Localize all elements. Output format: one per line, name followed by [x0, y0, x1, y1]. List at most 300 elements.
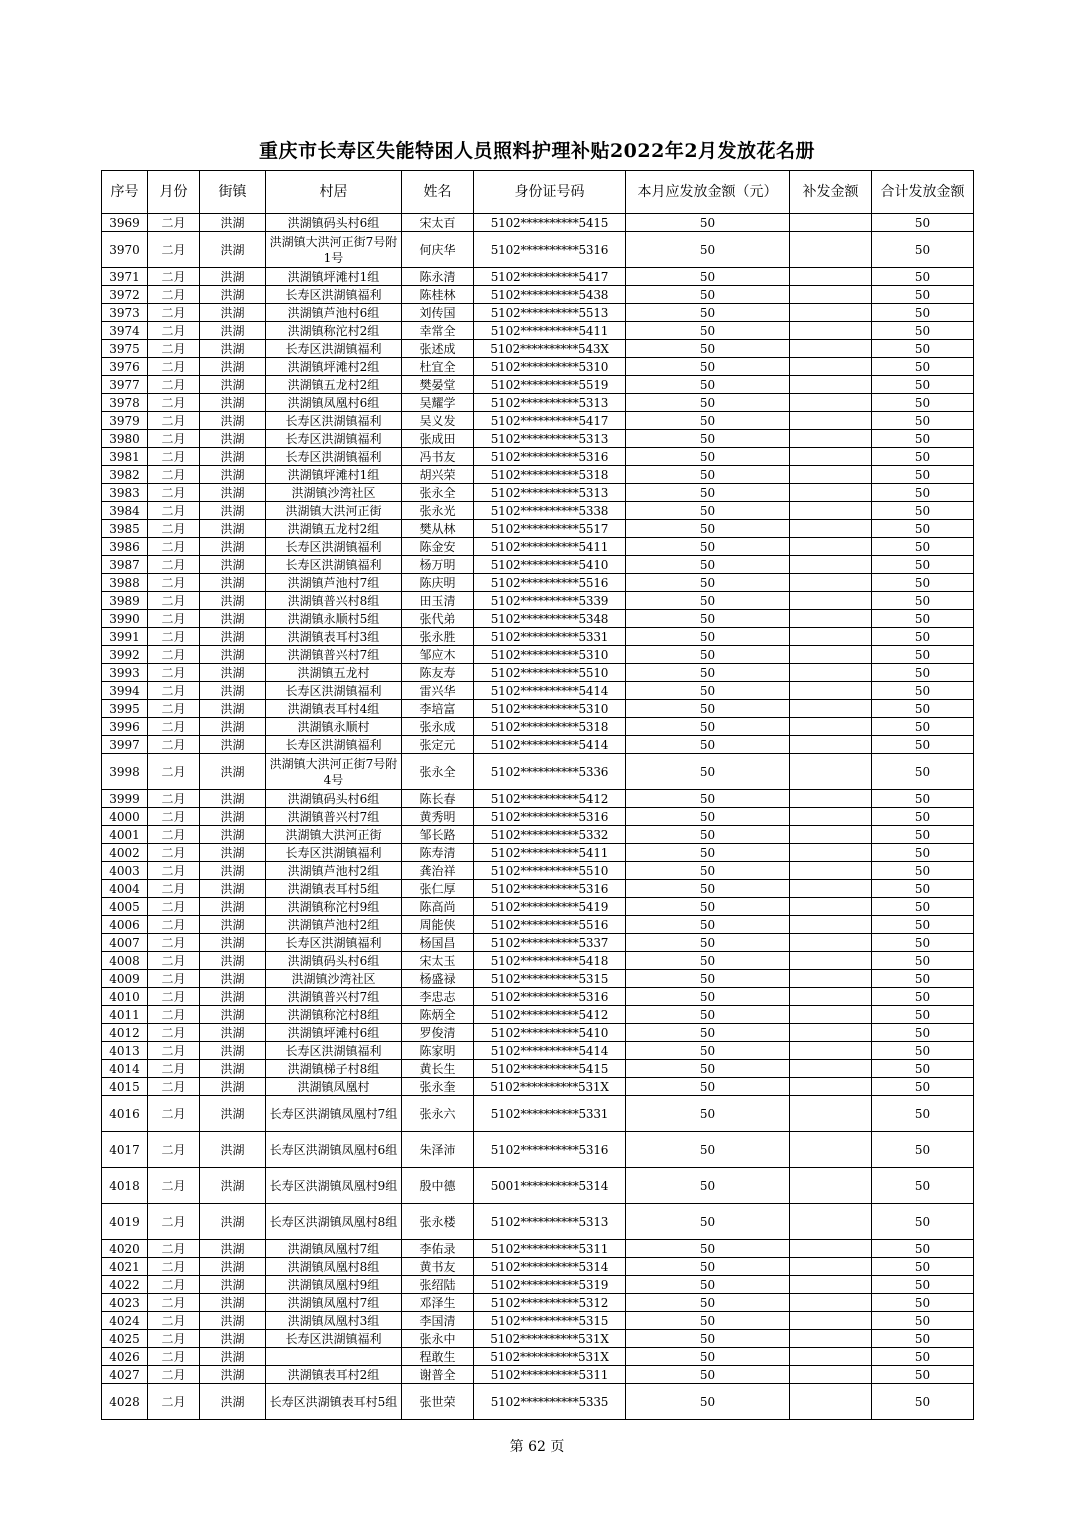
table-row — [102, 412, 974, 430]
cell-village: 长寿区洪湖镇福利 — [266, 1042, 402, 1060]
cell-seq: 3975 — [102, 340, 148, 358]
cell-due: 50 — [626, 358, 790, 376]
cell-due: 50 — [626, 970, 790, 988]
table-row — [102, 376, 974, 394]
cell-name: 李忠志 — [402, 988, 474, 1006]
cell-seq: 4021 — [102, 1258, 148, 1276]
cell-name: 张永全 — [402, 484, 474, 502]
table-row — [102, 1096, 974, 1132]
cell-extra — [790, 574, 872, 592]
cell-id: 5102**********5438 — [474, 286, 626, 304]
cell-extra — [790, 592, 872, 610]
cell-month: 二月 — [148, 376, 200, 394]
cell-village: 洪湖镇坪滩村1组 — [266, 466, 402, 484]
cell-id: 5102**********5415 — [474, 1060, 626, 1078]
table-row — [102, 718, 974, 736]
cell-extra — [790, 916, 872, 934]
cell-name: 张仁厚 — [402, 880, 474, 898]
cell-due: 50 — [626, 646, 790, 664]
cell-seq: 3984 — [102, 502, 148, 520]
cell-town: 洪湖 — [200, 322, 266, 340]
cell-village: 洪湖镇凤凰村8组 — [266, 1258, 402, 1276]
cell-month: 二月 — [148, 1006, 200, 1024]
cell-id: 5102**********5313 — [474, 394, 626, 412]
cell-total: 50 — [872, 898, 974, 916]
cell-town: 洪湖 — [200, 916, 266, 934]
cell-village: 洪湖镇凤凰村7组 — [266, 1240, 402, 1258]
cell-month: 二月 — [148, 592, 200, 610]
cell-total: 50 — [872, 808, 974, 826]
cell-month: 二月 — [148, 988, 200, 1006]
cell-village: 洪湖镇称沱村2组 — [266, 322, 402, 340]
cell-month: 二月 — [148, 1024, 200, 1042]
cell-town: 洪湖 — [200, 808, 266, 826]
cell-id: 5102**********5418 — [474, 952, 626, 970]
cell-month: 二月 — [148, 790, 200, 808]
cell-due: 50 — [626, 862, 790, 880]
table-row — [102, 880, 974, 898]
cell-id: 5102**********5316 — [474, 988, 626, 1006]
cell-town: 洪湖 — [200, 1060, 266, 1078]
cell-total: 50 — [872, 1204, 974, 1240]
cell-village: 洪湖镇沙湾社区 — [266, 484, 402, 502]
cell-extra — [790, 700, 872, 718]
cell-name: 邓泽生 — [402, 1294, 474, 1312]
cell-town: 洪湖 — [200, 718, 266, 736]
cell-total: 50 — [872, 1240, 974, 1258]
cell-name: 张永胜 — [402, 628, 474, 646]
cell-id: 5102**********531X — [474, 1330, 626, 1348]
cell-id: 5102**********5336 — [474, 754, 626, 790]
cell-extra — [790, 1330, 872, 1348]
cell-town: 洪湖 — [200, 610, 266, 628]
cell-month: 二月 — [148, 304, 200, 322]
cell-village: 洪湖镇称沱村8组 — [266, 1006, 402, 1024]
cell-month: 二月 — [148, 340, 200, 358]
cell-month: 二月 — [148, 1096, 200, 1132]
cell-name: 田玉清 — [402, 592, 474, 610]
cell-due: 50 — [626, 1168, 790, 1204]
cell-town: 洪湖 — [200, 1096, 266, 1132]
cell-seq: 4020 — [102, 1240, 148, 1258]
cell-seq: 3986 — [102, 538, 148, 556]
cell-extra — [790, 880, 872, 898]
cell-seq: 4003 — [102, 862, 148, 880]
cell-extra — [790, 1294, 872, 1312]
cell-id: 5102**********5316 — [474, 232, 626, 268]
cell-id: 5102**********5339 — [474, 592, 626, 610]
table-row — [102, 808, 974, 826]
cell-total: 50 — [872, 988, 974, 1006]
cell-total: 50 — [872, 538, 974, 556]
cell-id: 5102**********5415 — [474, 214, 626, 232]
table-row — [102, 862, 974, 880]
cell-month: 二月 — [148, 1294, 200, 1312]
cell-month: 二月 — [148, 1330, 200, 1348]
cell-seq: 3999 — [102, 790, 148, 808]
cell-town: 洪湖 — [200, 1330, 266, 1348]
cell-due: 50 — [626, 1312, 790, 1330]
cell-village: 洪湖镇凤凰村6组 — [266, 394, 402, 412]
cell-due: 50 — [626, 376, 790, 394]
cell-id: 5102**********5410 — [474, 1024, 626, 1042]
cell-due: 50 — [626, 1294, 790, 1312]
cell-extra — [790, 790, 872, 808]
cell-town: 洪湖 — [200, 628, 266, 646]
column-header-extra: 补发金额 — [790, 171, 872, 214]
cell-village: 洪湖镇大洪河正街7号附4号 — [266, 754, 402, 790]
table-row — [102, 970, 974, 988]
cell-id: 5102**********5419 — [474, 898, 626, 916]
cell-extra — [790, 430, 872, 448]
cell-extra — [790, 1258, 872, 1276]
cell-month: 二月 — [148, 628, 200, 646]
cell-id: 5102**********5414 — [474, 1042, 626, 1060]
cell-id: 5102**********5310 — [474, 358, 626, 376]
cell-village: 洪湖镇五龙村 — [266, 664, 402, 682]
cell-name: 黄书友 — [402, 1258, 474, 1276]
cell-total: 50 — [872, 394, 974, 412]
cell-seq: 3979 — [102, 412, 148, 430]
cell-name: 杜宜全 — [402, 358, 474, 376]
table-row — [102, 700, 974, 718]
cell-id: 5102**********5412 — [474, 1006, 626, 1024]
column-header-total: 合计发放金额 — [872, 171, 974, 214]
cell-due: 50 — [626, 394, 790, 412]
cell-month: 二月 — [148, 1366, 200, 1384]
cell-total: 50 — [872, 502, 974, 520]
cell-seq: 3983 — [102, 484, 148, 502]
cell-seq: 4012 — [102, 1024, 148, 1042]
cell-month: 二月 — [148, 862, 200, 880]
cell-town: 洪湖 — [200, 970, 266, 988]
cell-village: 洪湖镇表耳村3组 — [266, 628, 402, 646]
cell-total: 50 — [872, 448, 974, 466]
cell-name: 黄长生 — [402, 1060, 474, 1078]
cell-seq: 4022 — [102, 1276, 148, 1294]
cell-due: 50 — [626, 556, 790, 574]
cell-total: 50 — [872, 934, 974, 952]
cell-town: 洪湖 — [200, 934, 266, 952]
cell-town: 洪湖 — [200, 754, 266, 790]
table-row — [102, 1060, 974, 1078]
table-row — [102, 934, 974, 952]
cell-extra — [790, 1042, 872, 1060]
cell-name: 陈炳全 — [402, 1006, 474, 1024]
cell-month: 二月 — [148, 952, 200, 970]
cell-total: 50 — [872, 826, 974, 844]
cell-extra — [790, 628, 872, 646]
cell-name: 冯书友 — [402, 448, 474, 466]
cell-town: 洪湖 — [200, 448, 266, 466]
cell-due: 50 — [626, 520, 790, 538]
cell-id: 5102**********5316 — [474, 880, 626, 898]
cell-seq: 4014 — [102, 1060, 148, 1078]
cell-seq: 4004 — [102, 880, 148, 898]
cell-town: 洪湖 — [200, 376, 266, 394]
cell-name: 吴耀学 — [402, 394, 474, 412]
table-row — [102, 484, 974, 502]
cell-due: 50 — [626, 880, 790, 898]
cell-due: 50 — [626, 538, 790, 556]
cell-extra — [790, 826, 872, 844]
cell-name: 吴义发 — [402, 412, 474, 430]
cell-seq: 4010 — [102, 988, 148, 1006]
cell-name: 陈永清 — [402, 268, 474, 286]
cell-name: 张永成 — [402, 718, 474, 736]
cell-extra — [790, 520, 872, 538]
cell-name: 樊晏堂 — [402, 376, 474, 394]
cell-total: 50 — [872, 1078, 974, 1096]
cell-total: 50 — [872, 466, 974, 484]
cell-extra — [790, 664, 872, 682]
cell-due: 50 — [626, 718, 790, 736]
cell-name: 张述成 — [402, 340, 474, 358]
cell-seq: 4024 — [102, 1312, 148, 1330]
cell-name: 雷兴华 — [402, 682, 474, 700]
cell-id: 5102**********5519 — [474, 376, 626, 394]
cell-village: 洪湖镇永顺村 — [266, 718, 402, 736]
cell-total: 50 — [872, 790, 974, 808]
cell-total: 50 — [872, 628, 974, 646]
cell-due: 50 — [626, 286, 790, 304]
cell-total: 50 — [872, 880, 974, 898]
cell-village: 洪湖镇凤凰村 — [266, 1078, 402, 1096]
cell-id: 5102**********5335 — [474, 1384, 626, 1420]
cell-village: 洪湖镇坪滩村6组 — [266, 1024, 402, 1042]
cell-month: 二月 — [148, 232, 200, 268]
cell-seq: 3972 — [102, 286, 148, 304]
cell-id: 5001**********5314 — [474, 1168, 626, 1204]
cell-seq: 3991 — [102, 628, 148, 646]
cell-total: 50 — [872, 952, 974, 970]
cell-village: 洪湖镇称沱村9组 — [266, 898, 402, 916]
cell-village: 洪湖镇芦池村2组 — [266, 916, 402, 934]
cell-id: 5102**********543X — [474, 340, 626, 358]
cell-town: 洪湖 — [200, 574, 266, 592]
cell-seq: 3977 — [102, 376, 148, 394]
table-row — [102, 1348, 974, 1366]
cell-id: 5102**********5348 — [474, 610, 626, 628]
cell-id: 5102**********5513 — [474, 304, 626, 322]
cell-seq: 3969 — [102, 214, 148, 232]
cell-village — [266, 1348, 402, 1366]
cell-extra — [790, 1312, 872, 1330]
cell-extra — [790, 1366, 872, 1384]
cell-total: 50 — [872, 1258, 974, 1276]
cell-total: 50 — [872, 340, 974, 358]
column-header-seq: 序号 — [102, 171, 148, 214]
table-header-row — [102, 171, 974, 214]
table-row — [102, 286, 974, 304]
cell-town: 洪湖 — [200, 682, 266, 700]
cell-total: 50 — [872, 286, 974, 304]
cell-extra — [790, 1024, 872, 1042]
cell-village: 洪湖镇凤凰村3组 — [266, 1312, 402, 1330]
cell-name: 樊从林 — [402, 520, 474, 538]
cell-due: 50 — [626, 844, 790, 862]
cell-extra — [790, 754, 872, 790]
cell-seq: 4007 — [102, 934, 148, 952]
cell-id: 5102**********5315 — [474, 970, 626, 988]
table-row — [102, 1042, 974, 1060]
cell-village: 长寿区洪湖镇福利 — [266, 934, 402, 952]
cell-village: 洪湖镇芦池村2组 — [266, 862, 402, 880]
cell-total: 50 — [872, 844, 974, 862]
cell-town: 洪湖 — [200, 1258, 266, 1276]
cell-month: 二月 — [148, 1258, 200, 1276]
cell-seq: 3995 — [102, 700, 148, 718]
cell-village: 洪湖镇芦池村7组 — [266, 574, 402, 592]
cell-name: 朱泽沛 — [402, 1132, 474, 1168]
table-row — [102, 1384, 974, 1420]
cell-month: 二月 — [148, 1384, 200, 1420]
cell-id: 5102**********5410 — [474, 556, 626, 574]
cell-town: 洪湖 — [200, 358, 266, 376]
cell-extra — [790, 1132, 872, 1168]
cell-extra — [790, 268, 872, 286]
cell-village: 长寿区洪湖镇福利 — [266, 1330, 402, 1348]
cell-due: 50 — [626, 466, 790, 484]
cell-total: 50 — [872, 592, 974, 610]
table-row — [102, 556, 974, 574]
cell-due: 50 — [626, 340, 790, 358]
cell-seq: 4016 — [102, 1096, 148, 1132]
cell-extra — [790, 1240, 872, 1258]
cell-month: 二月 — [148, 520, 200, 538]
cell-month: 二月 — [148, 826, 200, 844]
cell-total: 50 — [872, 214, 974, 232]
table-row — [102, 1132, 974, 1168]
cell-name: 李国清 — [402, 1312, 474, 1330]
cell-village: 长寿区洪湖镇凤凰村6组 — [266, 1132, 402, 1168]
cell-extra — [790, 538, 872, 556]
cell-month: 二月 — [148, 736, 200, 754]
cell-month: 二月 — [148, 1132, 200, 1168]
cell-seq: 3994 — [102, 682, 148, 700]
cell-due: 50 — [626, 574, 790, 592]
table-row — [102, 1294, 974, 1312]
cell-total: 50 — [872, 1024, 974, 1042]
cell-month: 二月 — [148, 970, 200, 988]
cell-village: 长寿区洪湖镇福利 — [266, 682, 402, 700]
cell-village: 洪湖镇五龙村2组 — [266, 376, 402, 394]
cell-extra — [790, 1348, 872, 1366]
cell-month: 二月 — [148, 1312, 200, 1330]
cell-village: 长寿区洪湖镇福利 — [266, 340, 402, 358]
cell-town: 洪湖 — [200, 1276, 266, 1294]
cell-extra — [790, 376, 872, 394]
cell-due: 50 — [626, 1006, 790, 1024]
cell-seq: 4006 — [102, 916, 148, 934]
table-row — [102, 1078, 974, 1096]
cell-seq: 3997 — [102, 736, 148, 754]
cell-village: 洪湖镇表耳村4组 — [266, 700, 402, 718]
cell-total: 50 — [872, 1366, 974, 1384]
cell-due: 50 — [626, 484, 790, 502]
cell-total: 50 — [872, 1330, 974, 1348]
cell-extra — [790, 232, 872, 268]
cell-due: 50 — [626, 664, 790, 682]
cell-month: 二月 — [148, 412, 200, 430]
cell-village: 洪湖镇五龙村2组 — [266, 520, 402, 538]
cell-name: 程敢生 — [402, 1348, 474, 1366]
cell-village: 长寿区洪湖镇福利 — [266, 448, 402, 466]
cell-id: 5102**********5316 — [474, 448, 626, 466]
cell-village: 长寿区洪湖镇福利 — [266, 538, 402, 556]
cell-month: 二月 — [148, 466, 200, 484]
table-row — [102, 754, 974, 790]
cell-town: 洪湖 — [200, 520, 266, 538]
cell-month: 二月 — [148, 916, 200, 934]
cell-month: 二月 — [148, 700, 200, 718]
cell-seq: 3989 — [102, 592, 148, 610]
cell-total: 50 — [872, 1132, 974, 1168]
cell-due: 50 — [626, 1330, 790, 1348]
cell-town: 洪湖 — [200, 394, 266, 412]
table-row — [102, 574, 974, 592]
cell-town: 洪湖 — [200, 286, 266, 304]
cell-id: 5102**********5517 — [474, 520, 626, 538]
cell-due: 50 — [626, 304, 790, 322]
cell-due: 50 — [626, 1348, 790, 1366]
table-row — [102, 826, 974, 844]
cell-id: 5102**********5332 — [474, 826, 626, 844]
cell-village: 洪湖镇表耳村5组 — [266, 880, 402, 898]
cell-due: 50 — [626, 502, 790, 520]
cell-total: 50 — [872, 1096, 974, 1132]
cell-extra — [790, 358, 872, 376]
cell-village: 长寿区洪湖镇福利 — [266, 556, 402, 574]
roster-table — [101, 170, 974, 1420]
cell-due: 50 — [626, 934, 790, 952]
cell-id: 5102**********5417 — [474, 268, 626, 286]
cell-id: 5102**********5313 — [474, 430, 626, 448]
cell-village: 长寿区洪湖镇凤凰村7组 — [266, 1096, 402, 1132]
cell-extra — [790, 322, 872, 340]
cell-due: 50 — [626, 1024, 790, 1042]
cell-total: 50 — [872, 1312, 974, 1330]
cell-town: 洪湖 — [200, 1204, 266, 1240]
cell-town: 洪湖 — [200, 340, 266, 358]
cell-village: 洪湖镇普兴村7组 — [266, 988, 402, 1006]
cell-id: 5102**********5331 — [474, 1096, 626, 1132]
table-row — [102, 520, 974, 538]
cell-total: 50 — [872, 520, 974, 538]
cell-name: 张永全 — [402, 754, 474, 790]
cell-village: 长寿区洪湖镇福利 — [266, 736, 402, 754]
cell-village: 洪湖镇普兴村7组 — [266, 646, 402, 664]
cell-due: 50 — [626, 214, 790, 232]
cell-town: 洪湖 — [200, 592, 266, 610]
cell-month: 二月 — [148, 682, 200, 700]
cell-extra — [790, 934, 872, 952]
cell-due: 50 — [626, 682, 790, 700]
table-row — [102, 448, 974, 466]
cell-village: 洪湖镇凤凰村9组 — [266, 1276, 402, 1294]
cell-seq: 4028 — [102, 1384, 148, 1420]
cell-town: 洪湖 — [200, 1384, 266, 1420]
cell-town: 洪湖 — [200, 790, 266, 808]
cell-due: 50 — [626, 1366, 790, 1384]
cell-extra — [790, 646, 872, 664]
cell-extra — [790, 502, 872, 520]
cell-name: 张永光 — [402, 502, 474, 520]
cell-id: 5102**********5412 — [474, 790, 626, 808]
cell-extra — [790, 1078, 872, 1096]
cell-total: 50 — [872, 1294, 974, 1312]
cell-id: 5102**********5319 — [474, 1276, 626, 1294]
